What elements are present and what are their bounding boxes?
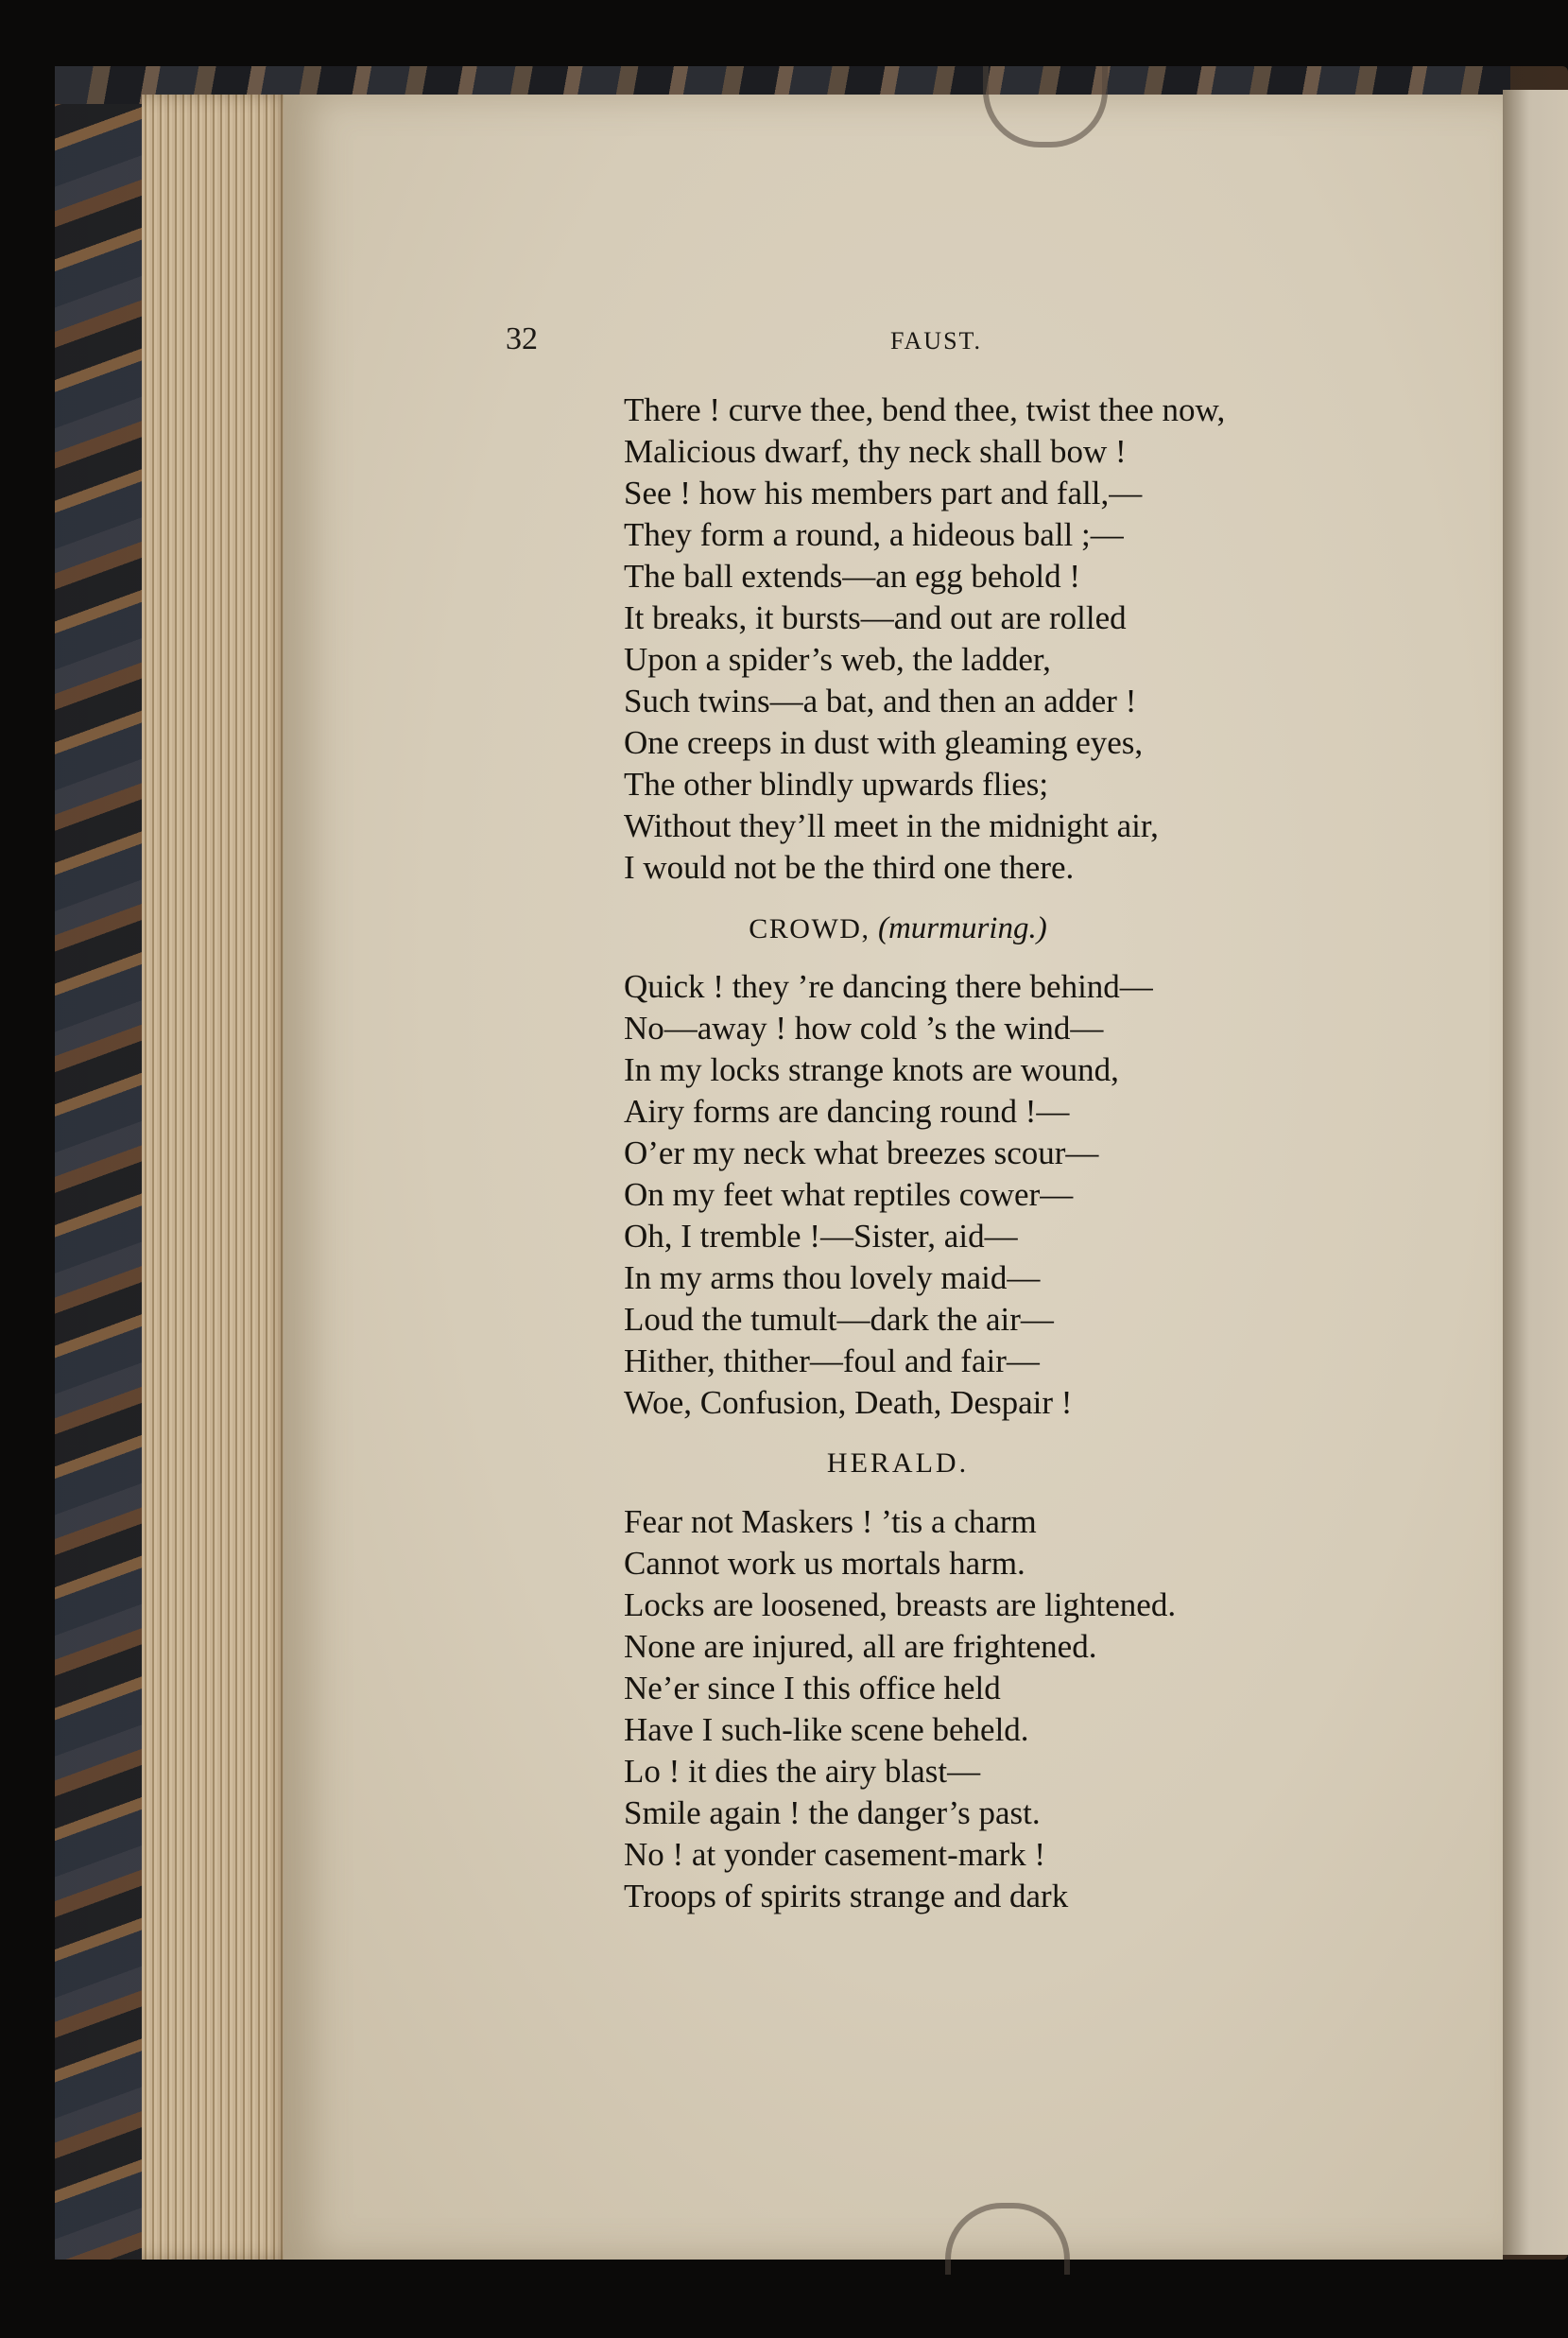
verse-line: One creeps in dust with gleaming eyes, — [624, 724, 1144, 761]
speaker-crowd — [624, 900, 1172, 957]
stanza-2 — [624, 966, 1474, 1424]
verse-line: Cannot work us mortals harm. — [624, 1545, 1025, 1582]
verse-line: O’er my neck what breezes scour— — [624, 1134, 1099, 1171]
verse-line: The other blindly upwards flies; — [624, 766, 1049, 803]
verse-line: Upon a spider’s web, the ladder, — [624, 641, 1051, 678]
verse-line: No—away ! how cold ’s the wind— — [624, 1010, 1104, 1047]
verse-line: I would not be the third one there. — [624, 849, 1075, 886]
verse-line: Malicious dwarf, thy neck shall bow ! — [624, 433, 1127, 470]
verse-line: Woe, Confusion, Death, Despair ! — [624, 1384, 1073, 1421]
page-number: 32 — [506, 321, 538, 356]
verse-line: Locks are loosened, breasts are lightened. — [624, 1586, 1177, 1623]
verse-line: Hither, thither—foul and fair— — [624, 1342, 1040, 1379]
verse-line: In my locks strange knots are wound, — [624, 1051, 1119, 1088]
stage-direction: (murmuring.) — [877, 911, 1047, 945]
speaker-name: HERALD. — [826, 1447, 970, 1479]
facing-page-edge — [1503, 90, 1568, 2255]
verse-line: Ne’er since I this office held — [624, 1670, 1001, 1706]
running-title: FAUST. — [890, 327, 982, 355]
verse-line: Troops of spirits strange and dark — [624, 1878, 1069, 1914]
verse-line: They form a round, a hideous ball ;— — [624, 516, 1124, 553]
running-head — [506, 321, 1167, 369]
verse-line: Fear not Maskers ! ’tis a charm — [624, 1503, 1037, 1540]
stanza-1 — [624, 390, 1474, 889]
verse-line: The ball extends—an egg behold ! — [624, 558, 1081, 595]
verse-line: On my feet what reptiles cower— — [624, 1176, 1074, 1213]
verse-line: None are injured, all are frightened. — [624, 1628, 1097, 1665]
verse-line: Loud the tumult—dark the air— — [624, 1301, 1054, 1338]
speaker-name: CROWD, — [749, 913, 870, 944]
verse-line: Lo ! it dies the airy blast— — [624, 1753, 981, 1790]
stanza-3 — [624, 1501, 1474, 1917]
speaker-herald — [624, 1435, 1172, 1492]
verse-line: Smile again ! the danger’s past. — [624, 1794, 1041, 1831]
marbled-edge — [55, 66, 149, 2260]
verse-line: Oh, I tremble !—Sister, aid— — [624, 1218, 1018, 1255]
verse-line: No ! at yonder casement-mark ! — [624, 1836, 1046, 1873]
verse-line: Without they’ll meet in the midnight air, — [624, 807, 1159, 844]
verse-line: See ! how his members part and fall,— — [624, 475, 1143, 511]
verse-line: Have I such-like scene beheld. — [624, 1711, 1029, 1748]
page-edges — [142, 95, 293, 2260]
verse-line: There ! curve thee, bend thee, twist thee now, — [624, 391, 1226, 428]
verse-line: In my arms thou lovely maid— — [624, 1259, 1041, 1296]
verse-line: Quick ! they ’re dancing there behind— — [624, 968, 1153, 1005]
verse-line: Airy forms are dancing round !— — [624, 1093, 1070, 1130]
poem-text — [624, 390, 1474, 1917]
verse-line: Such twins—a bat, and then an adder ! — [624, 683, 1137, 719]
verse-line: It breaks, it bursts—and out are rolled — [624, 599, 1127, 636]
